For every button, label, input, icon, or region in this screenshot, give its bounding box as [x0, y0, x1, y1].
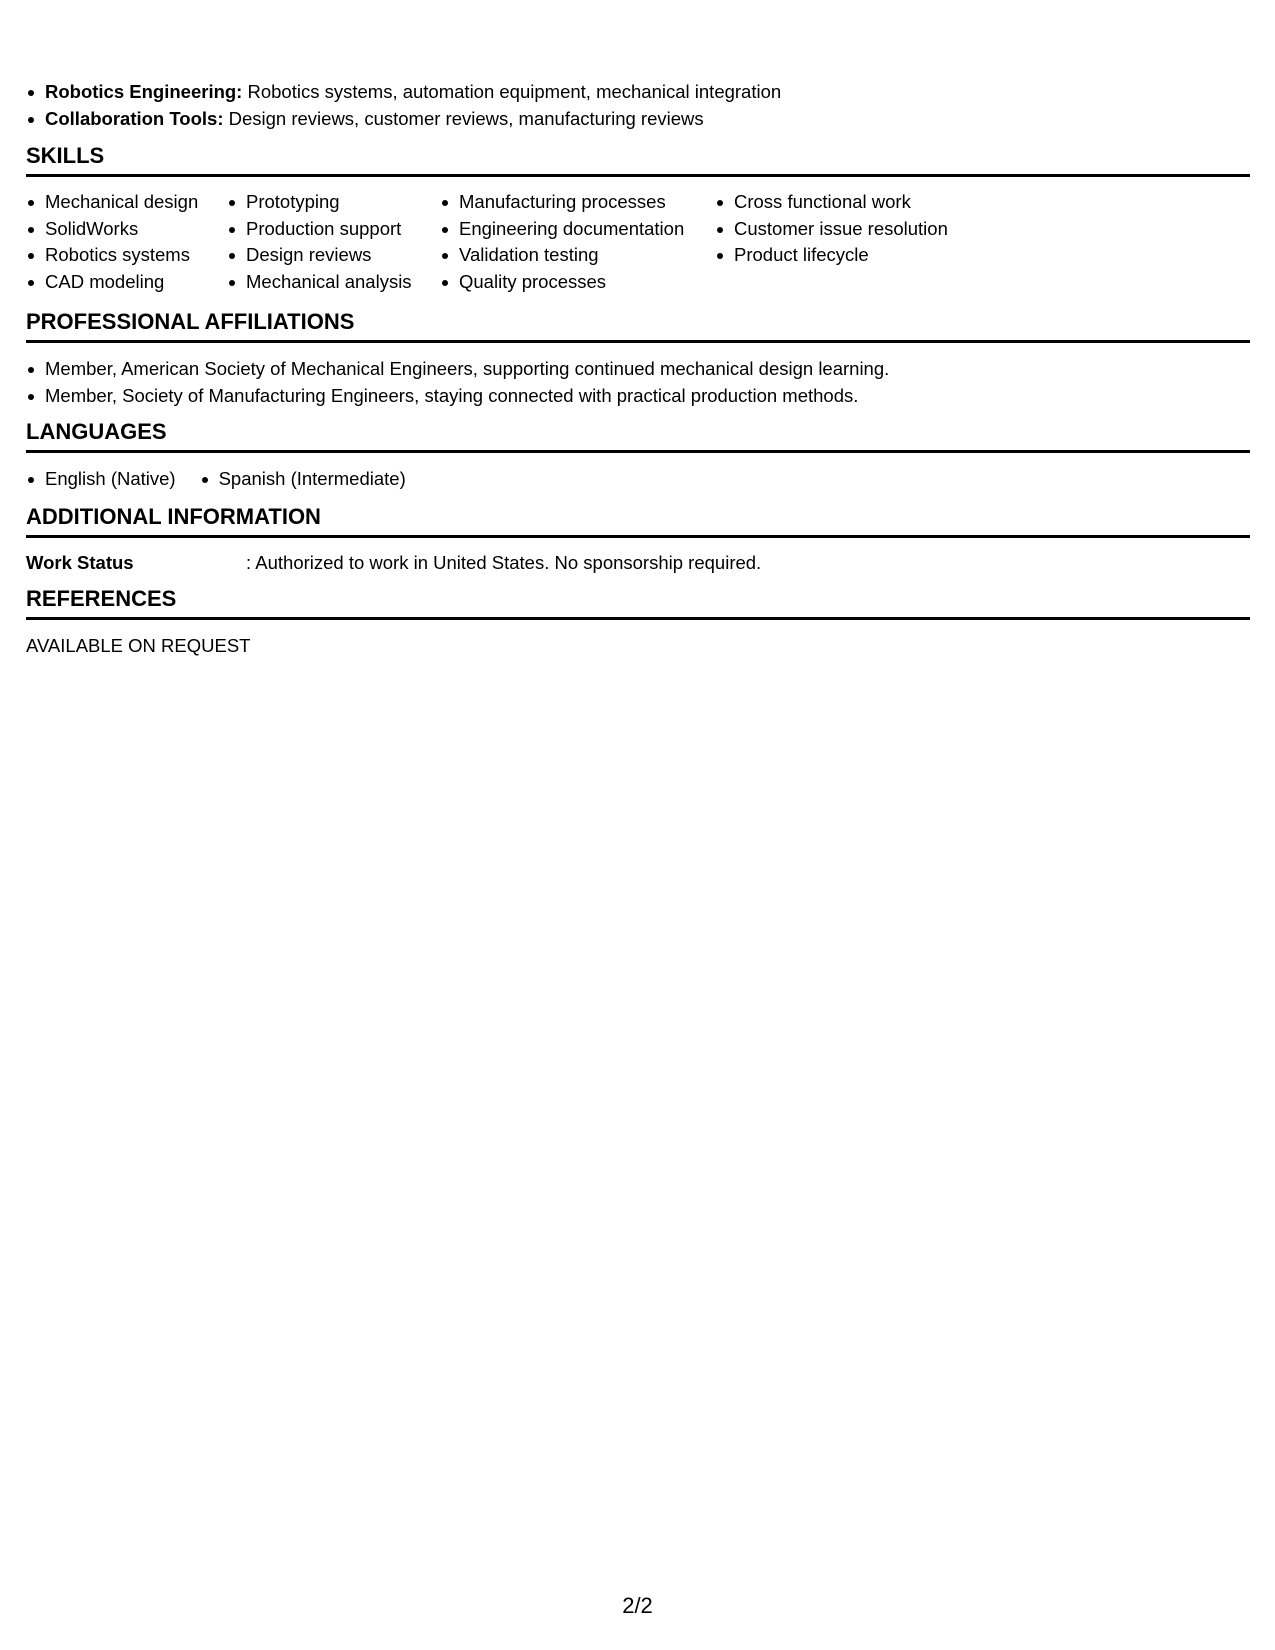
skill-item: Engineering documentation	[440, 216, 692, 243]
affiliation-item: Member, Society of Manufacturing Engineers, staying connected with practical production methods.	[26, 383, 889, 410]
skill-item: Robotics systems	[26, 242, 204, 269]
list-item	[26, 106, 781, 133]
languages-heading: LANGUAGES	[26, 419, 1250, 453]
affiliation-item: Member, American Society of Mechanical Engineers, supporting continued mechanical design learning.	[26, 356, 889, 383]
page-number: 2/2	[622, 1593, 653, 1618]
technical-skills-list	[26, 79, 781, 132]
resume-page	[26, 0, 1250, 1650]
references-text: AVAILABLE ON REQUEST	[26, 635, 251, 656]
skill-item: CAD modeling	[26, 269, 204, 296]
skill-item: Product lifecycle	[715, 242, 948, 269]
skill-item: Mechanical design	[26, 189, 204, 216]
skills-column	[440, 189, 692, 295]
affiliations-heading: PROFESSIONAL AFFILIATIONS	[26, 309, 1250, 343]
item-label: Robotics Engineering:	[45, 81, 243, 102]
item-text: Robotics systems, automation equipment, mechanical integration	[242, 81, 782, 102]
work-status-row	[26, 550, 761, 576]
language-item: English (Native)	[26, 466, 176, 493]
skill-item: Validation testing	[440, 242, 692, 269]
skills-heading: SKILLS	[26, 143, 1250, 177]
languages-list	[26, 466, 430, 493]
skills-column	[26, 189, 204, 295]
skill-item: Quality processes	[440, 269, 692, 296]
skills-column	[227, 189, 417, 295]
skill-item: SolidWorks	[26, 216, 204, 243]
work-status-value: : Authorized to work in United States. No sponsorship required.	[246, 552, 762, 573]
item-text: Design reviews, customer reviews, manufacturing reviews	[223, 107, 704, 129]
additional-info-heading: ADDITIONAL INFORMATION	[26, 504, 1250, 538]
skill-item: Design reviews	[227, 242, 417, 269]
skill-item: Prototyping	[227, 189, 417, 216]
item-label: Collaboration Tools:	[45, 107, 224, 129]
work-status-label: Work Status	[26, 552, 134, 573]
skills-grid	[26, 189, 971, 295]
skill-item: Production support	[227, 216, 417, 243]
references-heading: REFERENCES	[26, 586, 1250, 620]
list-item	[26, 79, 781, 106]
skill-item: Cross functional work	[715, 189, 948, 216]
skill-item: Customer issue resolution	[715, 216, 948, 243]
language-item: Spanish (Intermediate)	[200, 466, 406, 493]
affiliations-list	[26, 356, 889, 409]
skill-item: Mechanical analysis	[227, 269, 417, 296]
skills-column	[715, 189, 948, 295]
skill-item: Manufacturing processes	[440, 189, 692, 216]
